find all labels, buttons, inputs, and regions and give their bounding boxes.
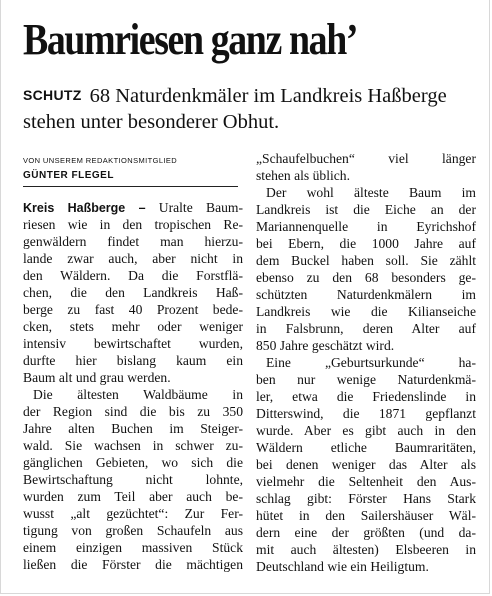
column-2-line: Wäldern etliche Baumraritäten, <box>256 440 476 455</box>
column-2-line: in Falsbrunn, deren Alter auf <box>256 321 476 336</box>
column-1-line: intensiv bewirtschaftet wurden, <box>23 336 243 351</box>
column-2-line: schlag gibt: Förster Hans Stark <box>256 491 476 506</box>
column-2-line: wurde. Aber es gibt auch in den <box>256 423 476 438</box>
column-1-line: den Wäldern. Da die Forstflä- <box>23 268 243 283</box>
column-2-line: 850 Jahre geschätzt wird. <box>256 338 395 353</box>
column-1-line: Baum alt und grau werden. <box>23 370 171 385</box>
column-1-line: ließen die Förster die mächtigen <box>23 557 243 572</box>
column-2-line: Der wohl älteste Baum im <box>266 185 476 200</box>
column-2-line: mit auch ältesten) Elsbeeren in <box>256 542 476 557</box>
column-1-line: Bewirtschaftung nicht lohnte, <box>23 472 243 487</box>
column-1-line: gänglichen Gebieten, wo sich die <box>23 455 243 470</box>
column-2-line: ler, etwa die Friedenslinde in <box>256 389 476 404</box>
byline-divider <box>23 186 238 187</box>
column-2-line: Landkreis wie die Kilianseiche <box>256 304 476 319</box>
column-1-line: berge zu fast 40 Prozent bede- <box>23 302 243 317</box>
byline-label: VON UNSEREM REDAKTIONSMITGLIED <box>23 156 178 165</box>
column-1-line: cken, stets mehr oder weniger <box>23 319 243 334</box>
column-2-line: Ditterswind, die 1871 gepflanzt <box>256 406 476 421</box>
column-2-line: bei Ebern, die 1000 Jahre auf <box>256 236 476 251</box>
column-1-line: der Region sind die bis zu 350 <box>23 404 243 419</box>
column-2-line: dern eine der größten (und da- <box>256 525 476 540</box>
column-2-line: Mariannenquelle in Eyrichshof <box>256 219 476 234</box>
column-1-line: lande zwar auch, aber nicht in <box>23 251 243 266</box>
column-2-line: „Schaufelbuchen“ viel länger <box>256 151 476 166</box>
column-2-line: Eine „Geburtsurkunde“ ha- <box>266 355 476 370</box>
column-1-line: tigung von großen Schaufeln aus <box>23 523 243 538</box>
article-kicker: SCHUTZ <box>23 87 82 103</box>
column-2-line: bei denen weniger das Alter als <box>256 457 476 472</box>
column-1-line: wusst „alt gezüchtet“: Zur Fer- <box>23 506 243 521</box>
column-1-line <box>23 199 243 216</box>
column-2-line: hütet in den Sailershäuser Wäl- <box>256 508 476 523</box>
byline-author: GÜNTER FLEGEL <box>23 170 114 181</box>
article-headline: Baumriesen ganz nah’ <box>23 15 358 64</box>
column-2-line: schützten Naturdenkmälern im <box>256 287 476 302</box>
column-1-line: chen, die den Landkreis Haß- <box>23 285 243 300</box>
article-subhead-text: 68 Naturdenkmäler im Landkreis Haßberge stehen unter besonderer Obhut. <box>23 85 447 133</box>
column-2-line: ben nur wenige Naturdenkmä- <box>256 372 476 387</box>
column-1-line: durfte hier bislang kaum ein <box>23 353 243 368</box>
article-column-1 <box>23 199 243 573</box>
column-1-line: Die ältesten Waldbäume in <box>33 387 243 402</box>
column-2-line: Landkreis ist die Eiche an der <box>256 202 476 217</box>
column-2-line: stehen als üblich. <box>256 168 351 183</box>
article-column-2 <box>256 150 476 575</box>
column-2-line: vielmehr die Seltenheit den Aus- <box>256 474 476 489</box>
column-2-line: dem Buckel haben soll. Sie zählt <box>256 253 476 268</box>
lead-location: Kreis Haßberge – <box>23 201 146 215</box>
column-1-line: riesen wie in den tropischen Re- <box>23 217 243 232</box>
column-1-line: Jahre alten Buchen im Steiger- <box>23 421 243 436</box>
column-2-line: ebenso zu den 68 besonders ge- <box>256 270 476 285</box>
column-2-line: Deutschland wie ein Heiligtum. <box>256 559 429 574</box>
article-subhead <box>23 82 478 135</box>
column-1-line: genwäldern findet man hierzu- <box>23 234 243 249</box>
column-1-line-text: Uralte Baum- <box>145 200 243 215</box>
column-1-line: einem einzigen massiven Stück <box>23 540 243 555</box>
column-1-line: wurden zum Teil aber auch be- <box>23 489 243 504</box>
column-1-line: wald. Sie wachsen in schwer zu- <box>23 438 243 453</box>
